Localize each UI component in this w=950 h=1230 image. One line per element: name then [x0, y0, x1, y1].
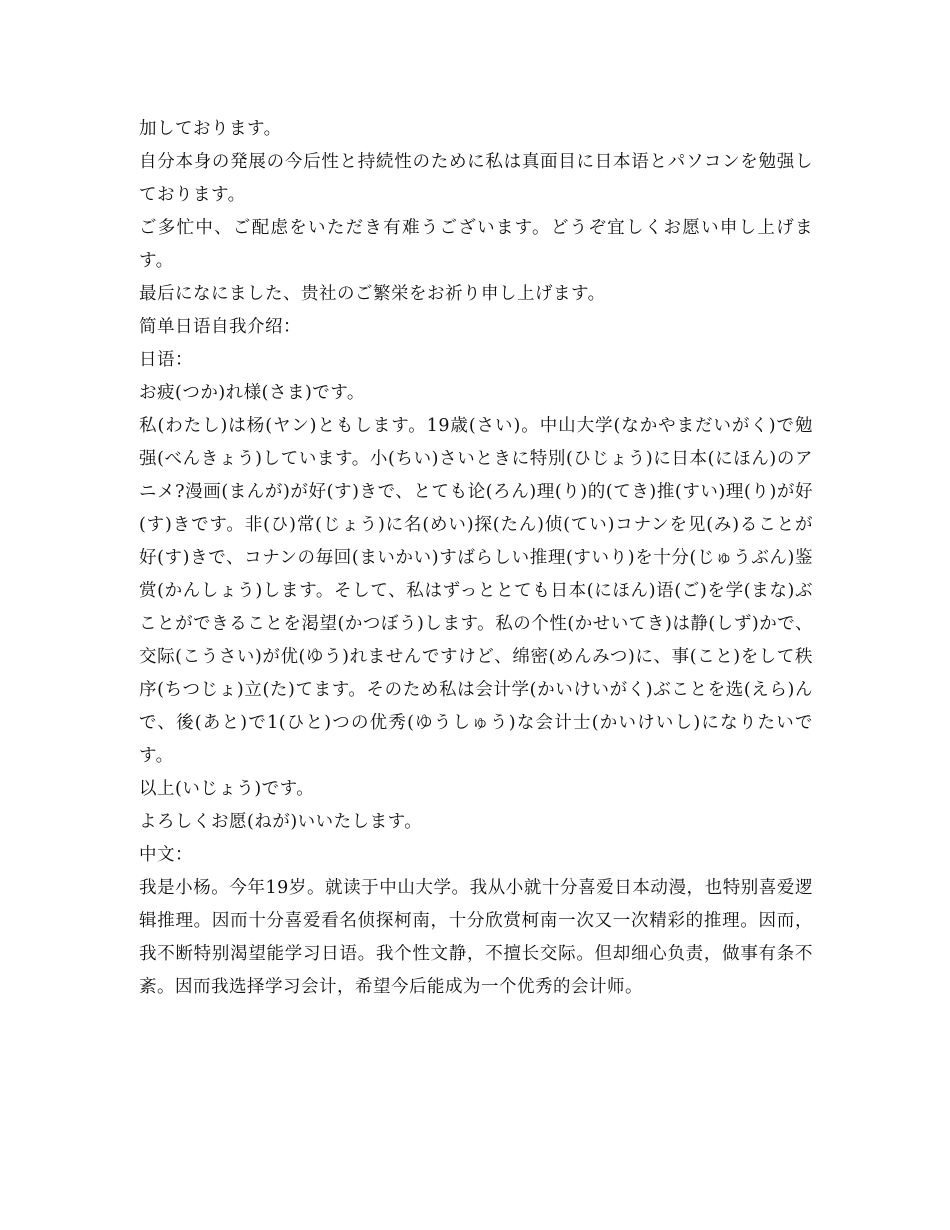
- section-label-japanese: 日语：: [139, 350, 193, 370]
- paragraph-japanese-intro: 私(わたし)は杨(ヤン)ともします。19歳(さい)。中山大学(なかやまだいがく)で勉强(べんきょう)しています。小(ちい)さいときに特別(ひじょう)に日本(にほん)のアニメ?漫画(まんが)が好(す)きで、とても论(ろん)理(り)的(てき)推(すい)理(り)が好(す)きです。非(ひ)常(じょう)に名(めい)探(たん)侦(てい)コナンを见(み)ることが好(す)きで、コナンの毎回(まいかい)すばらしい推理(すいり)を十分(じゅうぶん)鉴赏(かんしょう)します。そして、私はずっととても日本(にほん)语(ご)を学(まな)ぶことができることを渇望(かつぼう)します。私の个性(かせいてき)は静(しず)かで、交际(こうさい)が优(ゆう)れませんですけど、绵密(めんみつ)に、事(こと)をして秩序(ちつじょ)立(た)てます。そのため私は会计学(かいけいがく)ぶことを选(えら)んで、後(あと)で1(ひと)つの优秀(ゆうしゅう)な会计士(かいけいし)になりたいです。: [139, 416, 813, 766]
- section-heading-intro: 简单日语自我介绍：: [139, 317, 301, 337]
- paragraph-chinese-intro: 我是小杨。今年19岁。就读于中山大学。我从小就十分喜爱日本动漫，也特别喜爱逻辑推理。因而十分喜爱看名侦探柯南，十分欣赏柯南一次又一次精彩的推理。因而，我不断特别渴望能学习日语。我个性文静，不擅长交际。但却细心负责，做事有条不紊。因而我选择学习会计，希望今后能成为一个优秀的会计师。: [139, 878, 813, 997]
- document-body: [139, 113, 813, 1004]
- paragraph-greeting: お疲(つか)れ様(さま)です。: [139, 383, 365, 403]
- paragraph-study-statement: 自分本身の発展の今后性と持続性のために私は真面目に日本语とパソコンを勉强しております。: [139, 152, 813, 205]
- paragraph-closing: 最后になにました、贵社のご繁栄をお祈り申し上げます。: [139, 284, 606, 304]
- paragraph-ijou: 以上(いじょう)です。: [139, 779, 315, 799]
- section-label-chinese: 中文：: [139, 845, 193, 865]
- paragraph-yoroshiku: よろしくお愿(ねが)いいたします。: [139, 812, 423, 832]
- paragraph-thanks: ご多忙中、ご配虑をいただき有难うございます。どうぞ宜しくお愿い申し上げます。: [139, 218, 813, 271]
- paragraph-continuation: 加しております。: [139, 119, 282, 139]
